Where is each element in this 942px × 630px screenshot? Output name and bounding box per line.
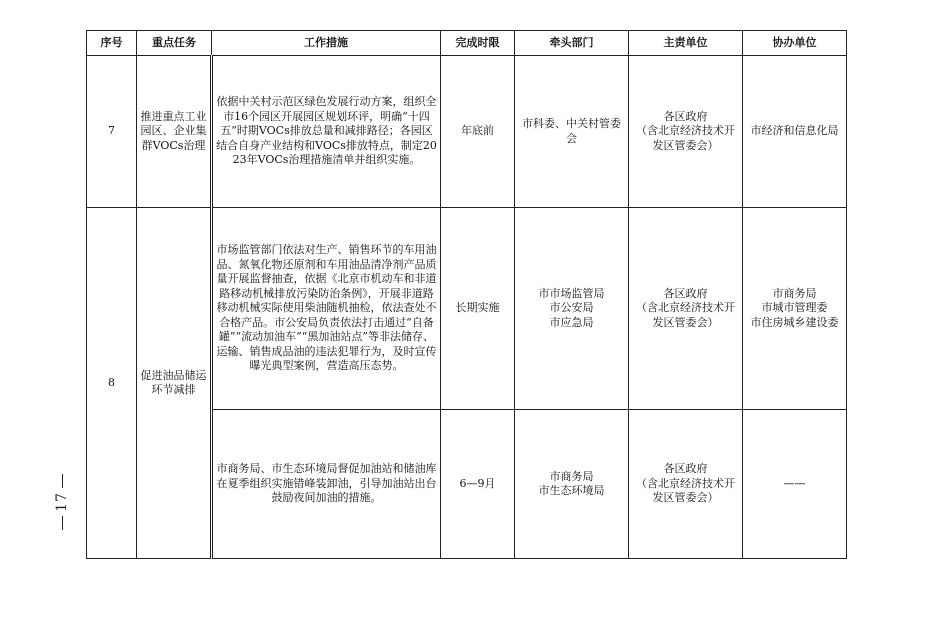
header-main: 主责单位 [629, 31, 743, 56]
row-assist: 市经济和信息化局 [743, 56, 847, 208]
header-measure: 工作措施 [212, 31, 441, 56]
table-row [87, 56, 847, 208]
table-header-row [87, 31, 847, 56]
row-lead: 市科委、中关村管委会 [515, 56, 629, 208]
row-deadline: 长期实施 [441, 208, 515, 410]
row-lead: 市商务局 市生态环境局 [515, 410, 629, 559]
row-task: 推进重点工业园区、企业集群VOCs治理 [137, 56, 212, 208]
header-deadline: 完成时限 [441, 31, 515, 56]
row-assist: —— [743, 410, 847, 559]
row-measure: 市场监管部门依法对生产、销售环节的车用油品、氮氧化物还原剂和车用油品清净剂产品质量开展监督抽查，依据《北京市机动车和非道路移动机械排放污染防治条例》，开展非道路移动机械实际使用柴油随机抽检，依法查处不合格产品。市公安局负责依法打击通过“自备罐”“流动加油车”“黑加油站点”等非法储存、运输、销售成品油的违法犯罪行为，及时宣传曝光典型案例，营造高压态势。 [212, 208, 441, 410]
row-no: 8 [87, 208, 137, 559]
header-assist: 协办单位 [743, 31, 847, 56]
row-task: 促进油品储运环节减排 [137, 208, 212, 559]
row-deadline: 年底前 [441, 56, 515, 208]
task-table [86, 30, 847, 559]
header-task: 重点任务 [137, 31, 212, 56]
row-main: 各区政府 （含北京经济技术开发区管委会） [629, 56, 743, 208]
row-lead: 市市场监管局 市公安局 市应急局 [515, 208, 629, 410]
row-measure: 市商务局、市生态环境局督促加油站和储油库在夏季组织实施错峰装卸油，引导加油站出台鼓励夜间加油的措施。 [212, 410, 441, 559]
row-no: 7 [87, 56, 137, 208]
row-assist: 市商务局 市城市管理委 市住房城乡建设委 [743, 208, 847, 410]
header-no: 序号 [87, 31, 137, 56]
page-number-value: 17 [54, 492, 70, 512]
page-number-dash-bottom [62, 516, 63, 530]
page-number-dash-top [62, 474, 63, 488]
row-main: 各区政府 （含北京经济技术开发区管委会） [629, 410, 743, 559]
header-lead: 牵头部门 [515, 31, 629, 56]
row-main: 各区政府 （含北京经济技术开发区管委会） [629, 208, 743, 410]
table-row [87, 208, 847, 410]
row-deadline: 6—9月 [441, 410, 515, 559]
page-number [48, 462, 76, 542]
row-measure: 依据中关村示范区绿色发展行动方案，组织全市16个园区开展园区规划环评，明确“十四五”时期VOCs排放总量和减排路径；各园区结合自身产业结构和VOCs排放特点，制定2023年VOCs治理措施清单并组织实施。 [212, 56, 441, 208]
